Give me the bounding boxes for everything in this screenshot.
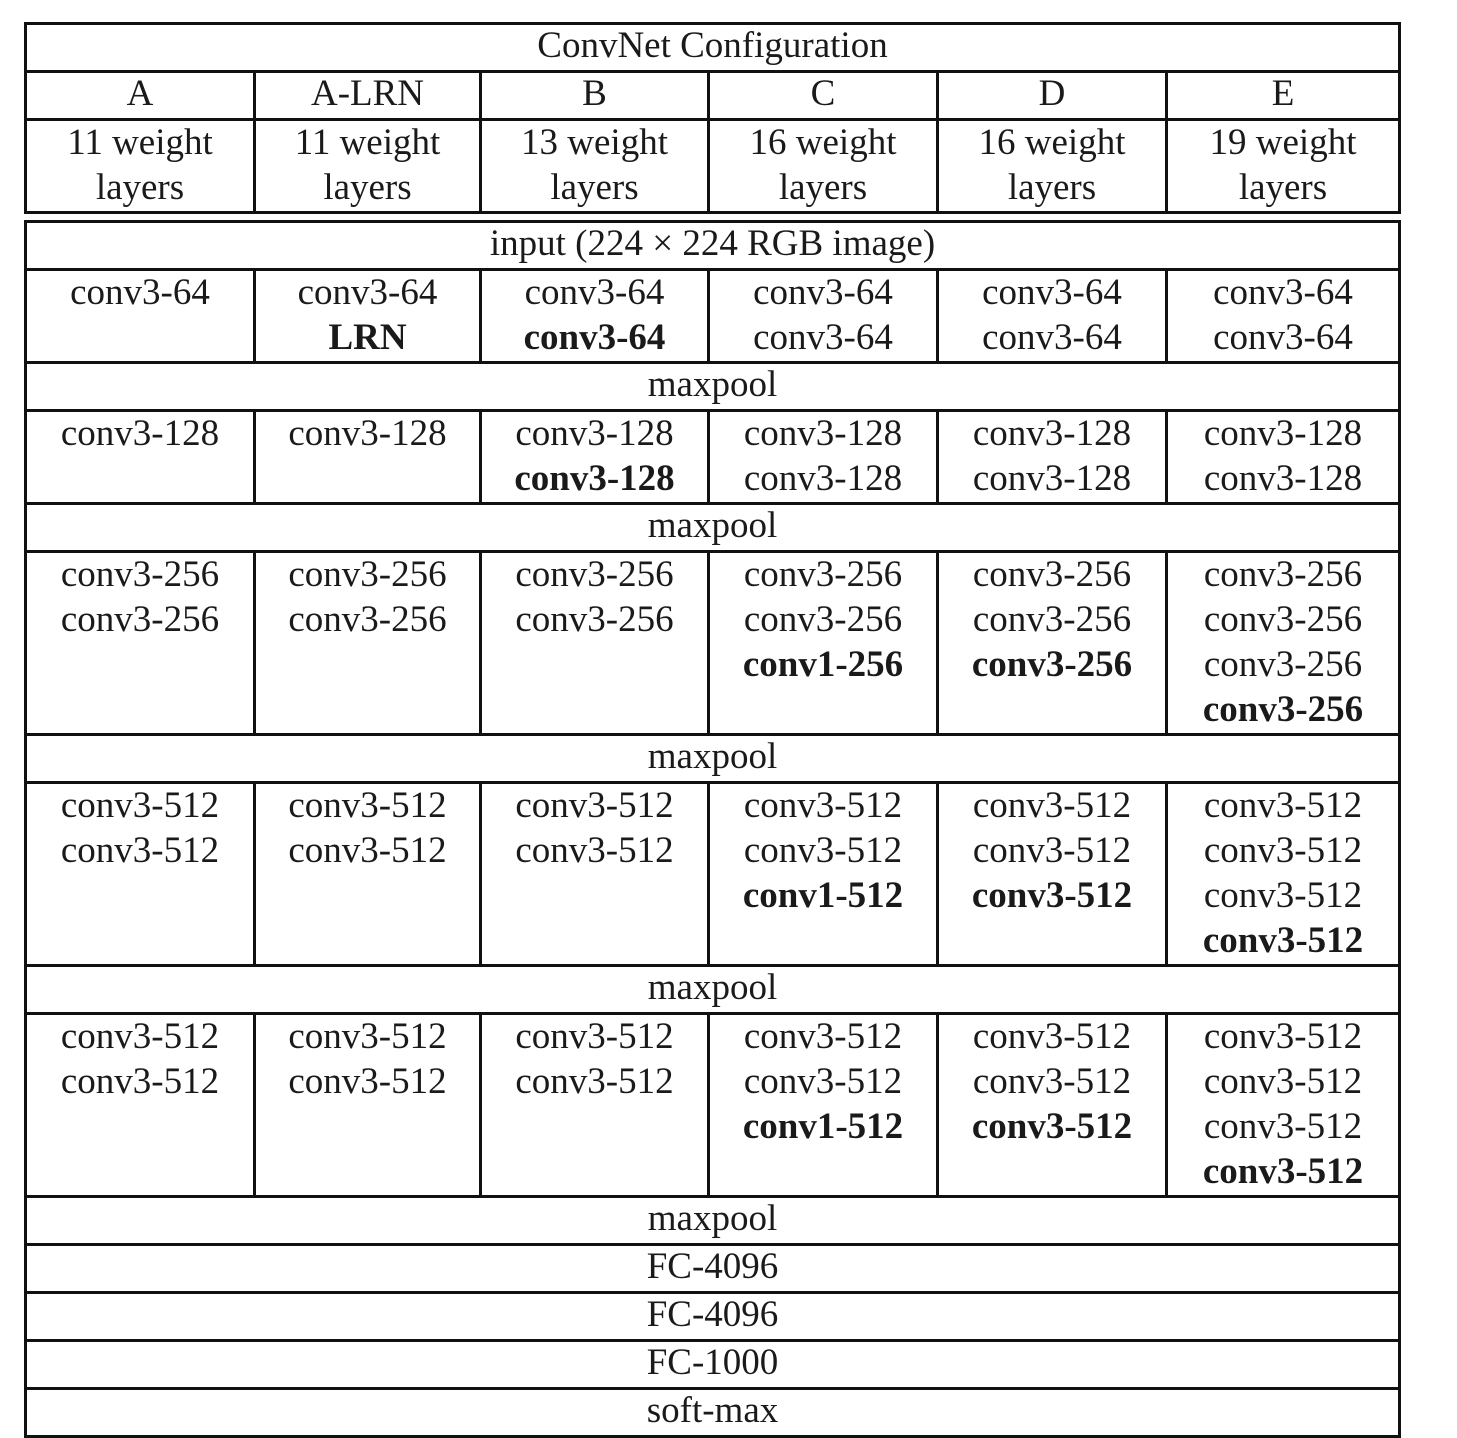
weight-layers-row xyxy=(26,120,1400,213)
layer-cell xyxy=(709,411,938,504)
layer-label: conv3-64 xyxy=(297,272,438,313)
column-weight-d xyxy=(938,120,1167,213)
layer-label: conv3-128 xyxy=(288,413,447,454)
layer-cell xyxy=(709,552,938,735)
column-name-e: E xyxy=(1167,72,1400,120)
layer-label: conv3-512 xyxy=(972,1016,1132,1057)
layer-label: conv3-256 xyxy=(515,554,674,595)
maxpool-row: maxpool xyxy=(26,363,1400,411)
layer-label: conv3-64 xyxy=(753,272,893,313)
layer-label: conv3-128 xyxy=(743,458,903,499)
weight-text: 19 weight xyxy=(1209,122,1357,163)
layer-label: conv3-512 xyxy=(1203,1106,1363,1147)
layer-label: conv3-512 xyxy=(288,830,447,871)
layer-cell xyxy=(938,552,1167,735)
layer-cell xyxy=(255,270,481,363)
layer-label: conv3-512 xyxy=(515,1061,674,1102)
layer-label: conv3-64 xyxy=(1213,317,1353,358)
layer-cell xyxy=(26,783,255,966)
layer-label: conv1-256 xyxy=(742,644,904,685)
layer-label: conv3-128 xyxy=(515,413,674,454)
layer-label: conv3-512 xyxy=(515,785,674,826)
layer-label: conv3-128 xyxy=(972,458,1132,499)
layer-cell xyxy=(1167,783,1400,966)
column-weight-a xyxy=(26,120,255,213)
layer-cell xyxy=(26,411,255,504)
layer-label: conv3-64 xyxy=(982,317,1122,358)
weight-text: layers xyxy=(1238,167,1328,208)
weight-text: 11 weight xyxy=(294,122,441,163)
layer-label: conv3-256 xyxy=(1202,689,1364,730)
tail-layer-row: soft-max xyxy=(26,1389,1400,1437)
weight-text: 11 weight xyxy=(67,122,213,163)
layer-label: conv3-512 xyxy=(743,1016,903,1057)
layer-cell xyxy=(938,1014,1167,1197)
layer-label: conv1-512 xyxy=(742,875,904,916)
column-name-d: D xyxy=(938,72,1167,120)
layer-label: conv3-256 xyxy=(972,599,1132,640)
layer-block xyxy=(26,411,1400,504)
column-name-b: B xyxy=(481,72,709,120)
layer-label: conv3-512 xyxy=(60,1016,220,1057)
layer-label: conv3-128 xyxy=(60,413,220,454)
layer-label: conv3-512 xyxy=(515,1016,674,1057)
column-weight-a-lrn xyxy=(255,120,481,213)
layer-label: conv3-512 xyxy=(972,1061,1132,1102)
maxpool-row: maxpool xyxy=(26,1197,1400,1245)
layer-cell xyxy=(709,783,938,966)
layer-label: conv3-512 xyxy=(1203,1016,1363,1057)
tail-layer-row: FC-1000 xyxy=(26,1341,1400,1389)
layer-cell xyxy=(938,411,1167,504)
layer-label: conv3-256 xyxy=(288,554,447,595)
layer-label: conv3-512 xyxy=(515,830,674,871)
layer-cell xyxy=(709,1014,938,1197)
layer-label: conv3-512 xyxy=(288,1016,447,1057)
convnet-configuration-table-wrapper xyxy=(24,22,1398,1438)
weight-text: layers xyxy=(1007,167,1097,208)
layer-label: conv3-128 xyxy=(1203,413,1363,454)
weight-text: 13 weight xyxy=(521,122,668,163)
layer-label: conv3-256 xyxy=(60,599,220,640)
layer-label: conv3-512 xyxy=(971,1106,1133,1147)
layer-cell xyxy=(938,783,1167,966)
tail-layer-row: FC-4096 xyxy=(26,1293,1400,1341)
layer-cell xyxy=(255,1014,481,1197)
column-weight-e xyxy=(1167,120,1400,213)
layer-cell xyxy=(1167,270,1400,363)
layer-label: conv3-256 xyxy=(743,599,903,640)
layer-label: conv3-512 xyxy=(1202,920,1364,961)
layer-label: conv3-512 xyxy=(972,785,1132,826)
layer-label: conv3-256 xyxy=(515,599,674,640)
layer-label: conv3-512 xyxy=(60,1061,220,1102)
layer-label: conv1-512 xyxy=(742,1106,904,1147)
layer-cell xyxy=(26,552,255,735)
layer-label: conv3-512 xyxy=(971,875,1133,916)
layer-cell xyxy=(481,783,709,966)
layer-label: conv3-512 xyxy=(1203,1061,1363,1102)
layer-label: conv3-64 xyxy=(982,272,1122,313)
weight-text: layers xyxy=(550,167,639,208)
column-name-a: A xyxy=(26,72,255,120)
layer-cell xyxy=(481,411,709,504)
tail-layer-row: FC-4096 xyxy=(26,1245,1400,1293)
maxpool-row: maxpool xyxy=(26,735,1400,783)
table-title: ConvNet Configuration xyxy=(26,24,1400,72)
table-body xyxy=(26,222,1400,1437)
layer-cell xyxy=(481,270,709,363)
layer-label: conv3-64 xyxy=(524,272,665,313)
weight-text: 16 weight xyxy=(749,122,897,163)
layer-label: conv3-512 xyxy=(288,785,447,826)
layer-block xyxy=(26,552,1400,735)
layer-cell xyxy=(255,783,481,966)
layer-cell xyxy=(255,552,481,735)
input-row: input (224 × 224 RGB image) xyxy=(26,222,1400,270)
weight-text: layers xyxy=(778,167,868,208)
layer-label: conv3-512 xyxy=(1203,875,1363,916)
layer-cell xyxy=(1167,552,1400,735)
layer-cell xyxy=(709,270,938,363)
layer-label: conv3-512 xyxy=(1203,830,1363,871)
weight-text: layers xyxy=(95,167,185,208)
layer-block xyxy=(26,783,1400,966)
layer-cell xyxy=(938,270,1167,363)
layer-label: LRN xyxy=(328,317,407,358)
layer-label: conv3-256 xyxy=(972,554,1132,595)
layer-cell xyxy=(481,1014,709,1197)
layer-label: conv3-256 xyxy=(1203,554,1363,595)
convnet-configuration-table xyxy=(24,22,1401,1438)
layer-label: conv3-512 xyxy=(60,830,220,871)
layer-label: conv3-256 xyxy=(288,599,447,640)
layer-label: conv3-128 xyxy=(743,413,903,454)
layer-cell xyxy=(26,270,255,363)
layer-cell xyxy=(255,411,481,504)
layer-block xyxy=(26,1014,1400,1197)
layer-label: conv3-256 xyxy=(1203,599,1363,640)
weight-text: layers xyxy=(323,167,412,208)
layer-cell xyxy=(481,552,709,735)
header-gap xyxy=(26,213,1400,222)
column-name-a-lrn: A-LRN xyxy=(255,72,481,120)
layer-label: conv3-64 xyxy=(753,317,893,358)
layer-label: conv3-256 xyxy=(60,554,220,595)
layer-label: conv3-128 xyxy=(1203,458,1363,499)
layer-label: conv3-512 xyxy=(60,785,220,826)
layer-label: conv3-512 xyxy=(743,830,903,871)
layer-label: conv3-64 xyxy=(70,272,210,313)
layer-label: conv3-512 xyxy=(972,830,1132,871)
layer-cell xyxy=(1167,411,1400,504)
column-weight-b xyxy=(481,120,709,213)
layer-label: conv3-128 xyxy=(972,413,1132,454)
table-header xyxy=(26,24,1400,222)
layer-label: conv3-512 xyxy=(288,1061,447,1102)
layer-cell xyxy=(26,1014,255,1197)
weight-text: 16 weight xyxy=(978,122,1126,163)
layer-label: conv3-512 xyxy=(743,1061,903,1102)
layer-label: conv3-256 xyxy=(971,644,1133,685)
layer-label: conv3-64 xyxy=(523,317,666,358)
layer-label: conv3-512 xyxy=(743,785,903,826)
layer-label: conv3-256 xyxy=(743,554,903,595)
layer-block xyxy=(26,270,1400,363)
column-name-c: C xyxy=(709,72,938,120)
layer-label: conv3-128 xyxy=(514,458,675,499)
layer-label: conv3-512 xyxy=(1202,1151,1364,1192)
column-weight-c xyxy=(709,120,938,213)
layer-label: conv3-512 xyxy=(1203,785,1363,826)
column-name-row xyxy=(26,72,1400,120)
maxpool-row: maxpool xyxy=(26,504,1400,552)
layer-label: conv3-256 xyxy=(1203,644,1363,685)
layer-cell xyxy=(1167,1014,1400,1197)
maxpool-row: maxpool xyxy=(26,966,1400,1014)
layer-label: conv3-64 xyxy=(1213,272,1353,313)
